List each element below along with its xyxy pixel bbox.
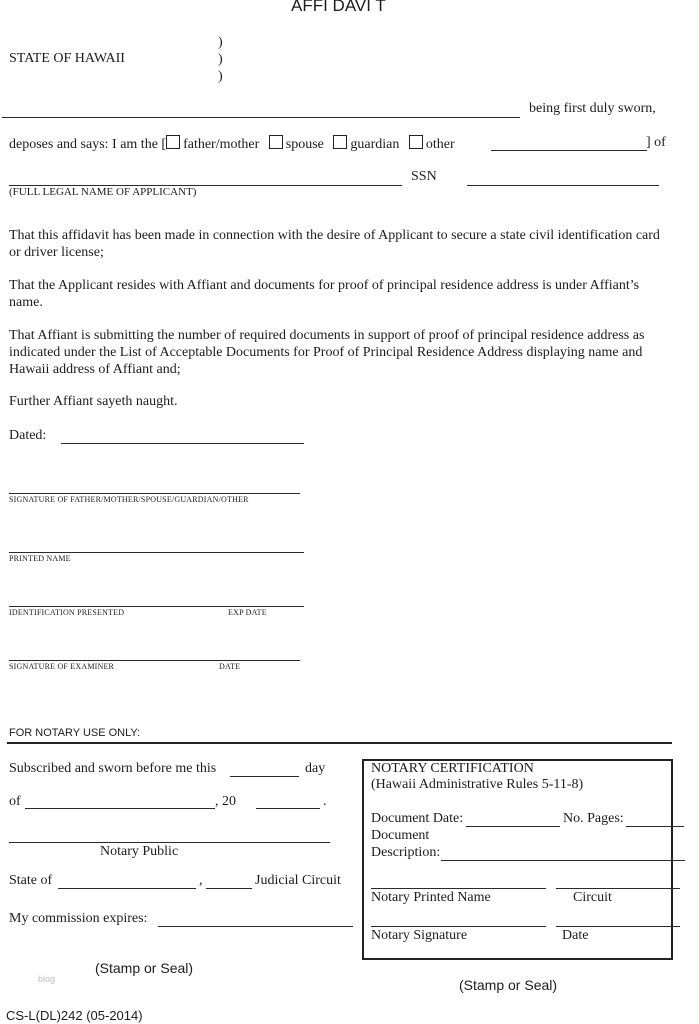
paragraph-2: That the Applicant resides with Affiant and documents for proof of principal residence address is under Affiant’s name.	[9, 278, 640, 310]
circuit-label: Circuit	[573, 890, 612, 905]
examiner-signature-field[interactable]	[9, 660, 300, 661]
notary-signature-label: Notary Signature	[371, 928, 468, 943]
cert-date-label: Date	[562, 928, 589, 943]
judicial-circuit-label: Judicial Circuit	[255, 873, 341, 888]
spouse-label: spouse	[285, 137, 324, 152]
spouse-checkbox[interactable]	[269, 135, 283, 149]
doc-date-field[interactable]	[466, 826, 560, 827]
other-label: other	[425, 137, 455, 152]
cert-date-field[interactable]	[556, 926, 680, 927]
paragraph-1: That this affidavit has been made in connection with the desire of Applicant to secure a state civil identification card or driver license;	[9, 228, 660, 260]
notary-public-label: Notary Public	[100, 844, 179, 859]
state-label: STATE OF HAWAII	[9, 51, 125, 66]
no-pages-field[interactable]	[626, 826, 684, 827]
state-of-label: State of	[9, 873, 53, 888]
description-field[interactable]	[441, 860, 685, 861]
notary-public-signature-field[interactable]	[9, 842, 330, 843]
deposes-intro: deposes and says: I am the [	[9, 137, 167, 152]
day-label: day	[305, 761, 326, 776]
left-stamp-label: (Stamp or Seal)	[95, 960, 194, 976]
document-label: Document	[371, 828, 430, 843]
printed-name-field[interactable]	[9, 552, 304, 553]
watermark: blog	[38, 974, 56, 984]
other-specify-field[interactable]	[491, 150, 647, 151]
dated-field[interactable]	[61, 443, 304, 444]
description-label: Description:	[371, 845, 441, 860]
exp-date-label: EXP DATE	[228, 608, 267, 617]
examiner-date-label: DATE	[219, 662, 241, 671]
notary-printed-name-label: Notary Printed Name	[371, 890, 491, 905]
sworn-day-field[interactable]	[230, 776, 299, 777]
father-mother-label: father/mother	[183, 137, 260, 152]
notary-divider	[7, 742, 672, 744]
parent-signature-field[interactable]	[9, 493, 300, 494]
doc-date-label: Document Date:	[371, 811, 464, 826]
father-mother-checkbox[interactable]	[166, 135, 180, 149]
sworn-text: being first duly sworn,	[529, 101, 656, 116]
paragraph-3: That Affiant is submitting the number of required documents in support of proof of principal residence address as indicated under the List of Acceptable Documents for Proof of Principal Residence Address displaying name and Hawaii address of Affiant and;	[9, 328, 645, 377]
guardian-label: guardian	[350, 137, 400, 152]
page-title: AFFI DAVI T	[291, 0, 386, 15]
paren-mark-1: )	[218, 35, 223, 50]
cert-title: NOTARY CERTIFICATION	[371, 761, 534, 776]
dated-label: Dated:	[9, 428, 47, 443]
circuit-field[interactable]	[556, 888, 680, 889]
commission-expires-field[interactable]	[158, 926, 353, 927]
right-stamp-label: (Stamp or Seal)	[459, 977, 558, 993]
subscribed-text: Subscribed and sworn before me this	[9, 761, 217, 776]
deposes-close: ] of	[646, 135, 666, 150]
commission-label: My commission expires:	[9, 911, 148, 926]
cert-rules: (Hawaii Administrative Rules 5-11-8)	[371, 777, 584, 792]
identification-field[interactable]	[9, 606, 304, 607]
guardian-checkbox[interactable]	[333, 135, 347, 149]
no-pages-label: No. Pages:	[563, 811, 624, 826]
judicial-circuit-field[interactable]	[206, 888, 252, 889]
notary-printed-name-field[interactable]	[371, 888, 546, 889]
ssn-field[interactable]	[467, 185, 659, 186]
year-prefix: , 20	[215, 794, 236, 809]
examiner-signature-label: SIGNATURE OF EXAMINER	[9, 662, 115, 671]
id-presented-label: IDENTIFICATION PRESENTED	[9, 608, 125, 617]
parent-signature-label: SIGNATURE OF FATHER/MOTHER/SPOUSE/GUARDIAN/OTHER	[9, 495, 249, 504]
deposes-row	[9, 135, 455, 153]
year-suffix: .	[323, 794, 327, 809]
ssn-label: SSN	[411, 169, 437, 184]
affiant-name-field[interactable]	[2, 117, 520, 118]
paren-mark-3: )	[218, 69, 223, 84]
of-label: of	[9, 794, 21, 809]
state-comma: ,	[199, 873, 203, 888]
notary-header: FOR NOTARY USE ONLY:	[9, 727, 141, 739]
applicant-label: (FULL LEGAL NAME OF APPLICANT)	[9, 186, 197, 198]
paren-mark-2: )	[218, 52, 223, 67]
sworn-month-field[interactable]	[25, 808, 215, 809]
notary-signature-field[interactable]	[371, 926, 546, 927]
printed-name-label: PRINTED NAME	[9, 554, 71, 563]
sworn-year-field[interactable]	[256, 808, 320, 809]
form-id: CS-L(DL)242 (05-2014)	[6, 1008, 143, 1023]
other-checkbox[interactable]	[409, 135, 423, 149]
state-of-field[interactable]	[58, 888, 196, 889]
further-text: Further Affiant sayeth naught.	[9, 394, 178, 409]
